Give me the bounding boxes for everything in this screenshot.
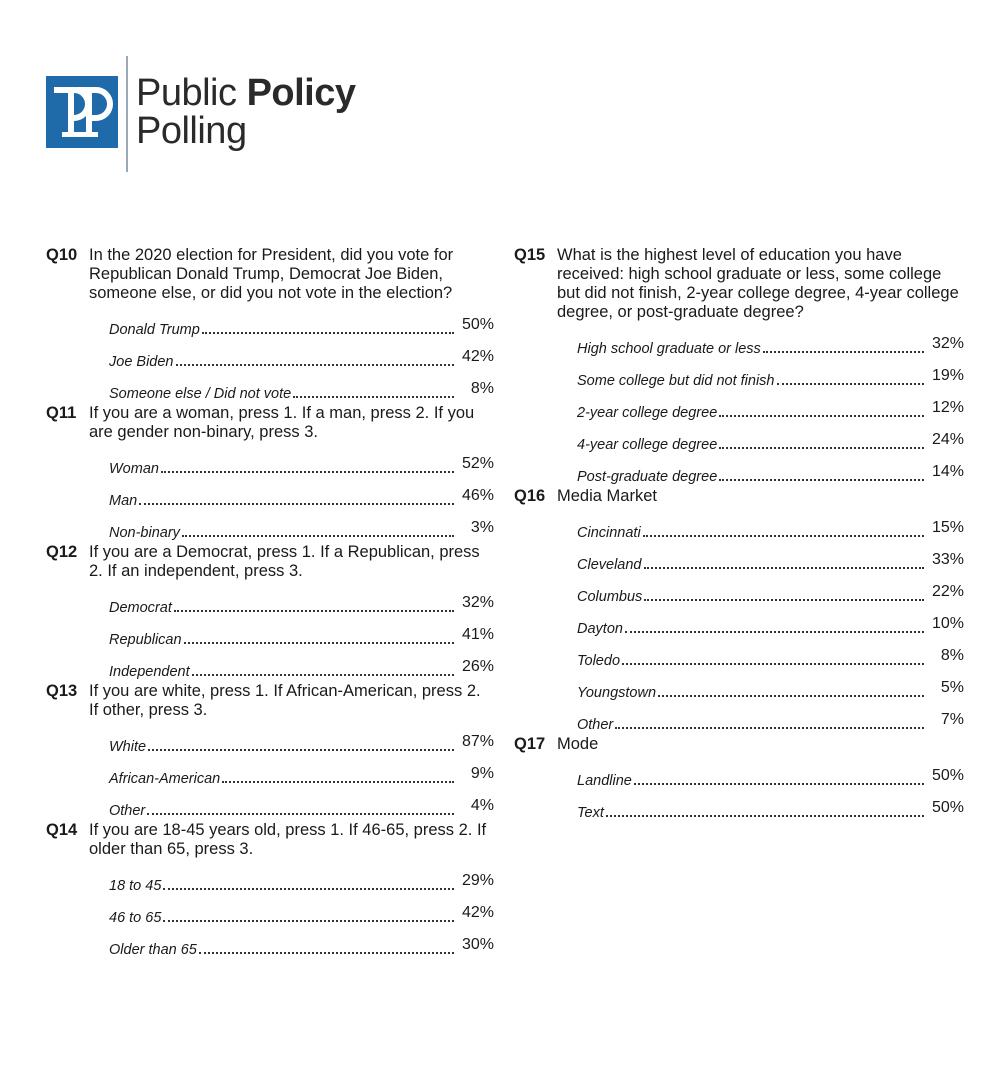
answer-label: Joe Biden <box>109 354 174 370</box>
dot-leader <box>163 887 454 890</box>
answer-label: Toledo <box>577 653 621 669</box>
answer-list <box>109 864 494 960</box>
answer-label: Woman <box>109 461 159 477</box>
question-number: Q16 <box>514 487 546 505</box>
dot-leader <box>148 748 454 751</box>
answer-row <box>109 479 494 511</box>
answer-row <box>577 639 964 671</box>
answer-row <box>109 618 494 650</box>
answer-percent: 8% <box>940 647 964 664</box>
dot-leader <box>163 919 454 922</box>
answer-row <box>577 455 964 487</box>
answer-label: Older than 65 <box>109 942 197 958</box>
dot-leader <box>658 694 924 697</box>
answer-row <box>577 575 964 607</box>
right-column <box>514 246 964 823</box>
question-text: If you are a Democrat, press 1. If a Republican, press 2. If an independent, press 3. <box>89 543 480 580</box>
answer-label: Other <box>109 803 146 819</box>
dot-leader <box>182 534 454 537</box>
answer-percent: 24% <box>931 431 964 448</box>
question <box>514 246 964 322</box>
answer-percent: 26% <box>461 658 494 675</box>
answer-row <box>109 650 494 682</box>
question-text: What is the highest level of education you have received: high school graduate or less, some college but did not finish, 2-year college degree, 4-year college degree, or post-graduate degree? <box>557 246 959 321</box>
question-text: Media Market <box>557 487 657 505</box>
answer-percent: 19% <box>931 367 964 384</box>
dot-leader <box>202 331 454 334</box>
answer-label: Youngstown <box>577 685 657 701</box>
answer-list <box>109 725 494 821</box>
question <box>514 735 964 754</box>
answer-label: Cleveland <box>577 557 642 573</box>
answer-percent: 87% <box>461 733 494 750</box>
answer-percent: 4% <box>470 797 494 814</box>
answer-label: Democrat <box>109 600 172 616</box>
answer-percent: 3% <box>470 519 494 536</box>
answer-row <box>577 543 964 575</box>
answer-row <box>577 703 964 735</box>
question-text: If you are white, press 1. If African-American, press 2. If other, press 3. <box>89 682 481 719</box>
question <box>46 821 494 859</box>
logo-divider <box>126 56 128 172</box>
answer-percent: 33% <box>931 551 964 568</box>
answer-label: Landline <box>577 773 632 789</box>
dot-leader <box>644 598 924 601</box>
question <box>46 543 494 581</box>
question-block-q17 <box>514 735 964 823</box>
dot-leader <box>622 662 924 665</box>
dot-leader <box>719 478 924 481</box>
answer-list <box>577 759 964 823</box>
answer-row <box>577 791 964 823</box>
answer-label: Some college but did not finish <box>577 373 775 389</box>
question-block-q14 <box>46 821 494 960</box>
answer-label: 18 to 45 <box>109 878 162 894</box>
answer-row <box>109 757 494 789</box>
answer-label: 46 to 65 <box>109 910 162 926</box>
question-number: Q10 <box>46 246 78 264</box>
answer-percent: 7% <box>940 711 964 728</box>
logo-policy: Policy <box>246 72 356 114</box>
answer-label: Dayton <box>577 621 623 637</box>
answer-label: 2-year college degree <box>577 405 718 421</box>
question-block-q12 <box>46 543 494 682</box>
answer-row <box>577 391 964 423</box>
dot-leader <box>161 470 454 473</box>
logo-public: Public <box>136 72 247 114</box>
answer-row <box>109 896 494 928</box>
question-number: Q14 <box>46 821 78 839</box>
question-block-q16 <box>514 487 964 735</box>
answer-label: Text <box>577 805 604 821</box>
answer-list <box>577 511 964 735</box>
dot-leader <box>174 609 454 612</box>
answer-label: Republican <box>109 632 182 648</box>
answer-percent: 46% <box>461 487 494 504</box>
answer-row <box>109 586 494 618</box>
dot-leader <box>199 951 454 954</box>
dot-leader <box>184 641 454 644</box>
answer-label: Donald Trump <box>109 322 200 338</box>
answer-label: Other <box>577 717 614 733</box>
answer-label: Non-binary <box>109 525 180 541</box>
answer-label: African-American <box>109 771 221 787</box>
answer-list <box>109 447 494 543</box>
question-text: If you are 18-45 years old, press 1. If 46-65, press 2. If older than 65, press 3. <box>89 821 487 858</box>
answer-label: White <box>109 739 147 755</box>
dot-leader <box>625 630 924 633</box>
dot-leader <box>615 726 924 729</box>
answer-row <box>577 759 964 791</box>
answer-percent: 12% <box>931 399 964 416</box>
answer-row <box>109 928 494 960</box>
question-text: In the 2020 election for President, did you vote for Republican Donald Trump, Democrat Joe Biden, someone else, or did you not vote in the election? <box>89 246 454 302</box>
question-number: Q13 <box>46 682 78 700</box>
answer-label: 4-year college degree <box>577 437 718 453</box>
answer-label: Man <box>109 493 138 509</box>
answer-percent: 29% <box>461 872 494 889</box>
answer-row <box>109 340 494 372</box>
question <box>46 682 494 720</box>
dot-leader <box>293 395 454 398</box>
answer-percent: 30% <box>461 936 494 953</box>
answer-percent: 32% <box>461 594 494 611</box>
answer-label: Independent <box>109 664 190 680</box>
answer-row <box>577 607 964 639</box>
answer-label: Post-graduate degree <box>577 469 718 485</box>
answer-percent: 32% <box>931 335 964 352</box>
question <box>514 487 964 506</box>
question-block-q13 <box>46 682 494 821</box>
answer-row <box>109 725 494 757</box>
answer-percent: 42% <box>461 348 494 365</box>
dot-leader <box>147 812 454 815</box>
logo-wordmark <box>136 74 356 150</box>
answer-percent: 10% <box>931 615 964 632</box>
dot-leader <box>222 780 454 783</box>
dot-leader <box>634 782 924 785</box>
question <box>46 404 494 442</box>
question-block-q15 <box>514 246 964 487</box>
answer-label: Someone else / Did not vote <box>109 386 292 402</box>
question-number: Q11 <box>46 404 77 422</box>
answer-percent: 14% <box>931 463 964 480</box>
question-block-q11 <box>46 404 494 543</box>
dot-leader <box>777 382 925 385</box>
answer-percent: 52% <box>461 455 494 472</box>
answer-percent: 9% <box>470 765 494 782</box>
answer-label: Columbus <box>577 589 643 605</box>
question-block-q10 <box>46 246 494 404</box>
answer-percent: 5% <box>940 679 964 696</box>
answer-row <box>577 671 964 703</box>
answer-percent: 41% <box>461 626 494 643</box>
answer-label: High school graduate or less <box>577 341 761 357</box>
answer-row <box>577 511 964 543</box>
answer-percent: 50% <box>931 767 964 784</box>
dot-leader <box>763 350 924 353</box>
answer-percent: 22% <box>931 583 964 600</box>
dot-leader <box>644 566 925 569</box>
answer-row <box>109 511 494 543</box>
dot-leader <box>176 363 455 366</box>
left-column <box>46 246 494 960</box>
pp-monogram-icon <box>46 76 118 148</box>
ppp-logo-mark <box>46 76 118 148</box>
logo-polling: Polling <box>136 110 247 152</box>
question <box>46 246 494 303</box>
answer-list <box>109 586 494 682</box>
question-text: Mode <box>557 735 599 753</box>
answer-row <box>109 447 494 479</box>
answer-percent: 50% <box>461 316 494 333</box>
dot-leader <box>719 446 924 449</box>
dot-leader <box>192 673 454 676</box>
answer-percent: 8% <box>470 380 494 397</box>
answer-list <box>109 308 494 404</box>
answer-row <box>109 789 494 821</box>
answer-percent: 15% <box>931 519 964 536</box>
answer-row <box>577 423 964 455</box>
dot-leader <box>606 814 924 817</box>
answer-row <box>577 327 964 359</box>
answer-row <box>109 864 494 896</box>
question-number: Q12 <box>46 543 78 561</box>
answer-percent: 42% <box>461 904 494 921</box>
answer-list <box>577 327 964 487</box>
answer-row <box>109 308 494 340</box>
dot-leader <box>643 534 924 537</box>
answer-row <box>577 359 964 391</box>
answer-percent: 50% <box>931 799 964 816</box>
ppp-logo <box>46 56 356 172</box>
question-number: Q15 <box>514 246 546 264</box>
answer-row <box>109 372 494 404</box>
answer-label: Cincinnati <box>577 525 641 541</box>
dot-leader <box>139 502 454 505</box>
question-text: If you are a woman, press 1. If a man, press 2. If you are gender non-binary, press 3. <box>89 404 475 441</box>
dot-leader <box>719 414 924 417</box>
question-number: Q17 <box>514 735 546 753</box>
